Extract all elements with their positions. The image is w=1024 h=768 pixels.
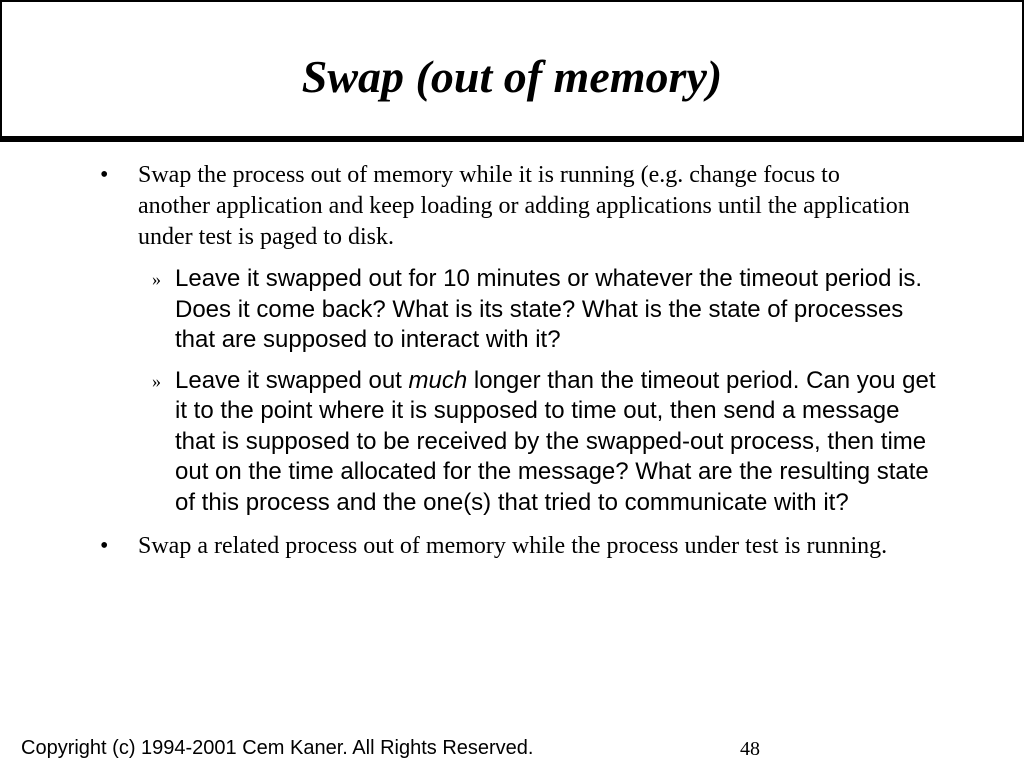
bullet-marker: • [100, 162, 109, 188]
sub-bullet-text-start: Leave it swapped out [175, 366, 409, 394]
slide-title: Swap (out of memory) [301, 51, 723, 102]
sub-bullet-item [152, 366, 942, 519]
footer-copyright: Copyright (c) 1994-2001 Cem Kaner. All Rights Reserved. [21, 737, 534, 759]
sub-bullet-item [152, 264, 942, 356]
slide-content [0, 160, 1024, 562]
sub-bullet-text-end: longer than the timeout period. Can you get it to the point where it is supposed to time out, then send a message that is supposed to be received by the swapped-out process, then time out on the time allocated for the message? What are the resulting state of this process and the one(s) that tried to communicate with it? [175, 366, 936, 516]
page-number: 48 [740, 738, 760, 760]
title-box [0, 0, 1024, 142]
sub-bullet-marker: » [152, 370, 161, 391]
sub-bullet-text [175, 366, 942, 519]
bullet-item [100, 160, 910, 253]
emphasized-word: much [408, 366, 468, 394]
bullet-item [100, 531, 910, 562]
bullet-marker: • [100, 533, 109, 559]
bullet-text: Swap the process out of memory while it is running (e.g. change focus to another application and keep loading or adding applications until the application under test is paged to disk. [138, 162, 910, 250]
sub-bullet-marker: » [152, 269, 161, 289]
sub-bullet-text: Leave it swapped out for 10 minutes or whatever the timeout period is. Does it come back? What is its state? What is the state of processes that are supposed to interact with it? [175, 265, 923, 353]
bullet-text: Swap a related process out of memory while the process under test is running. [138, 533, 888, 559]
